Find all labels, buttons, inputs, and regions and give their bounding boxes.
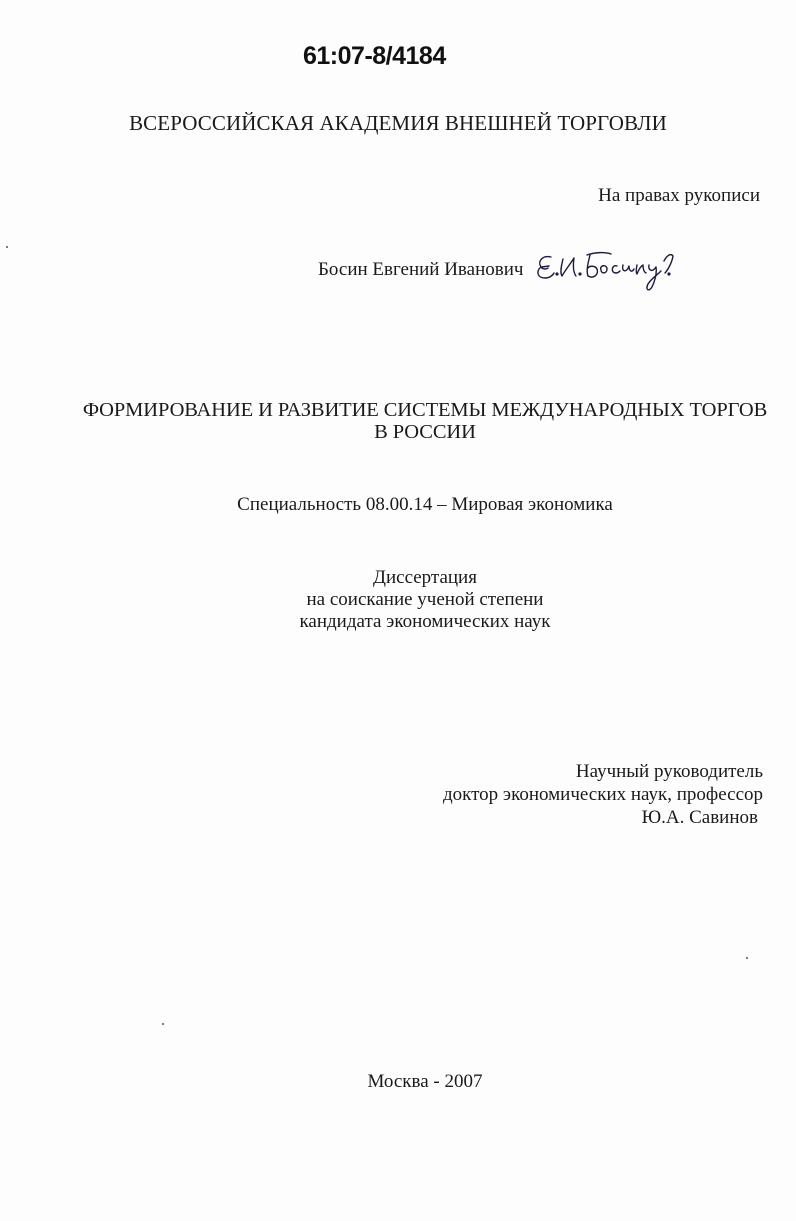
degree-line-1: Диссертация — [373, 567, 477, 588]
degree-statement — [0, 567, 796, 633]
title-line-1: ФОРМИРОВАНИЕ И РАЗВИТИЕ СИСТЕМЫ МЕЖДУНАРОДНЫХ ТОРГОВ — [82, 399, 768, 421]
city-and-year: Москва - 2007 — [367, 1071, 483, 1092]
title-line-2: В РОССИИ — [374, 421, 476, 443]
degree-line-3: кандидата экономических наук — [299, 611, 551, 632]
scan-speck — [6, 246, 8, 248]
archive-stamp-number: 61:07-8/4184 — [303, 42, 446, 70]
supervisor-name: Ю.А. Савинов — [641, 807, 758, 828]
manuscript-rights-note: На правах рукописи — [598, 185, 760, 206]
scan-speck — [746, 957, 748, 959]
scan-speck — [162, 1023, 164, 1025]
degree-line-2: на соискание ученой степени — [306, 589, 544, 610]
handwritten-signature — [533, 243, 708, 293]
supervisor-block — [443, 760, 763, 829]
supervisor-degree: доктор экономических наук, профессор — [442, 784, 763, 805]
author-block — [318, 243, 708, 293]
supervisor-role: Научный руководитель — [575, 761, 763, 782]
institution-name: ВСЕРОССИЙСКАЯ АКАДЕМИЯ ВНЕШНЕЙ ТОРГОВЛИ — [129, 111, 667, 135]
dissertation-title — [0, 399, 796, 443]
specialty-line: Специальность 08.00.14 – Мировая экономика — [237, 494, 613, 515]
author-name: Босин Евгений Иванович — [318, 259, 524, 280]
